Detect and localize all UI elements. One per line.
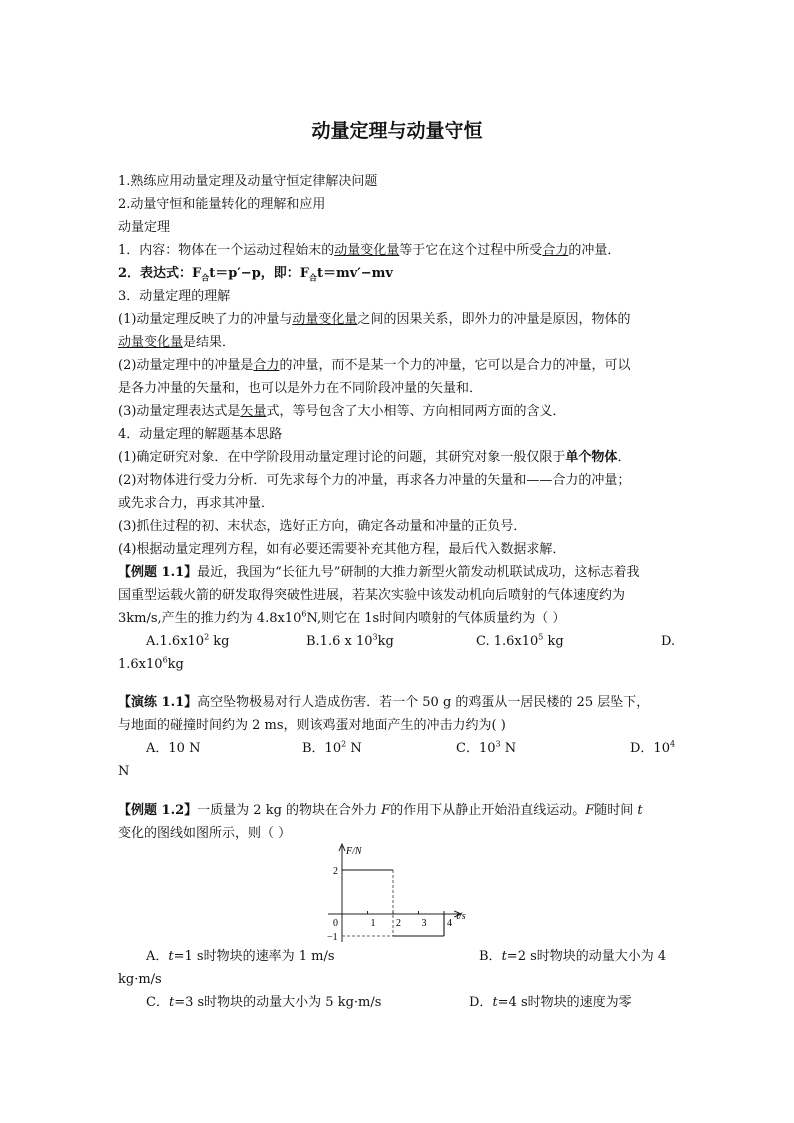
understanding-2-line1: (2)动量定理中的冲量是合力的冲量，而不是某一个力的冲量，它可以是合力的冲量，可以 [118, 358, 631, 373]
example-1-2-option-b: B．t=2 s时物块的动量大小为 4 [479, 949, 667, 964]
understanding-2-line2: 是各力冲量的矢量和，也可以是外力在不同阶段冲量的矢量和． [118, 381, 483, 396]
goal-2: 2.动量守恒和能量转化的理解和应用 [118, 197, 326, 212]
example-1-2-option-d: D．t=4 s时物块的速度为零 [469, 995, 632, 1010]
example-1-1-line2: 国重型运载火箭的研发取得突破性进展，若某次实验中该发动机向后喷射的气体速度约为 [118, 588, 626, 603]
practice-1-1-option-b: B．$10^2$ N [302, 739, 362, 756]
x-tick-label: 1 [370, 918, 376, 929]
step-4: (4)根据动量定理列方程，如有必要还需要补充其他方程，最后代入数据求解． [118, 542, 566, 557]
step-2-line1: (2)对物体进行受力分析．可先求每个力的冲量，再求各力冲量的矢量和——合力的冲量； [118, 473, 631, 488]
example-1-1-option-d: D. [661, 634, 676, 649]
example-1-1-option-a: $A.1.6x10^2$ kg [146, 632, 230, 649]
step-3: (3)抓住过程的初、末状态，选好正方向，确定各动量和冲量的正负号． [118, 519, 527, 534]
x-tick-label: 2 [396, 918, 401, 929]
example-1-1-option-c: C. $1.6x10^5$ kg [476, 632, 564, 649]
section-heading: 动量定理 [118, 220, 171, 235]
example-1-1-line3: 3km/s,产生的推力约为 $4.8x10^6N$,则它在 1s时间内喷射的气体质量约为（ ） [118, 609, 566, 626]
practice-1-1-line1: 【演练 1.1】高空坠物极易对行人造成伤害．若一个 50 g 的鸡蛋从一居民楼的 25 层坠下， [118, 695, 650, 710]
practice-1-1-option-d: D．$10^4$ [630, 739, 676, 756]
understanding-3: (3)动量定理表达式是矢量式，等号包含了大小相等、方向相同两方面的含义． [118, 404, 566, 419]
step-1: (1)确定研究对象．在中学阶段用动量定理讨论的问题，其研究对象一般仅限于单个物体． [118, 450, 631, 465]
example-1-1-option-b: B.1.6 x $10^3kg$ [306, 632, 394, 649]
y-tick-label: 2 [333, 866, 338, 877]
example-1-2-line2: 变化的图线如图所示，则（ ） [118, 826, 292, 841]
example-1-2-line1: 【例题 1.2】一质量为 2 kg 的物块在合外力 F的作用下从静止开始沿直线运动。F随时间 t [118, 803, 643, 818]
x-tick-label: 3 [421, 918, 427, 929]
practice-1-1-option-d-unit: N [118, 764, 130, 779]
y-axis-label: F/N [346, 846, 362, 857]
example-1-2-option-a: A．t=1 s时物块的速率为 1 m/s [146, 949, 335, 964]
x-tick-label: 4 [447, 918, 452, 929]
paragraph-formula: 2．表达式：$F_合t=p'-p$，即：$F_合t=mv'-mv$ [118, 266, 393, 283]
example-1-2-option-b-unit: kg·m/s [118, 972, 162, 987]
practice-1-1-line2: 与地面的碰撞时间约为 2 ms，则该鸡蛋对地面产生的冲击力约为( ) [118, 718, 506, 733]
practice-1-1-option-a: A．10 N [146, 741, 201, 756]
page-title: 动量定理与动量守恒 [311, 120, 483, 142]
paragraph-content: 1．内容：物体在一个运动过程始末的动量变化量等于它在这个过程中所受合力的冲量． [118, 243, 621, 258]
y-tick-label: −1 [327, 932, 338, 942]
goal-1: 1.熟练应用动量定理及动量守恒定律解决问题 [118, 174, 378, 189]
paragraph-understanding: 3．动量定理的理解 [118, 289, 231, 304]
x-axis-label: t/s [456, 911, 466, 922]
example-1-1-option-d-value: $1.6x10^6kg$ [118, 655, 184, 672]
step-2-line2: 或先求合力，再求其冲量． [118, 496, 275, 511]
understanding-1-line1: (1)动量定理反映了力的冲量与动量变化量之间的因果关系，即外力的冲量是原因，物体的 [118, 312, 631, 327]
solving-steps-heading: 4．动量定理的解题基本思路 [118, 427, 283, 442]
practice-1-1-option-c: C．$10^3$ N [456, 739, 517, 756]
force-time-chart [320, 840, 480, 942]
example-1-2-option-c: C．t=3 s时物块的动量大小为 5 kg·m/s [146, 995, 382, 1010]
x-tick-label: 0 [333, 918, 338, 929]
understanding-1-line2: 动量变化量是结果． [118, 335, 236, 350]
example-1-1-line1: 【例题 1.1】最近，我国为“长征九号”研制的大推力新型火箭发动机联试成功，这标志着我 [118, 565, 640, 580]
